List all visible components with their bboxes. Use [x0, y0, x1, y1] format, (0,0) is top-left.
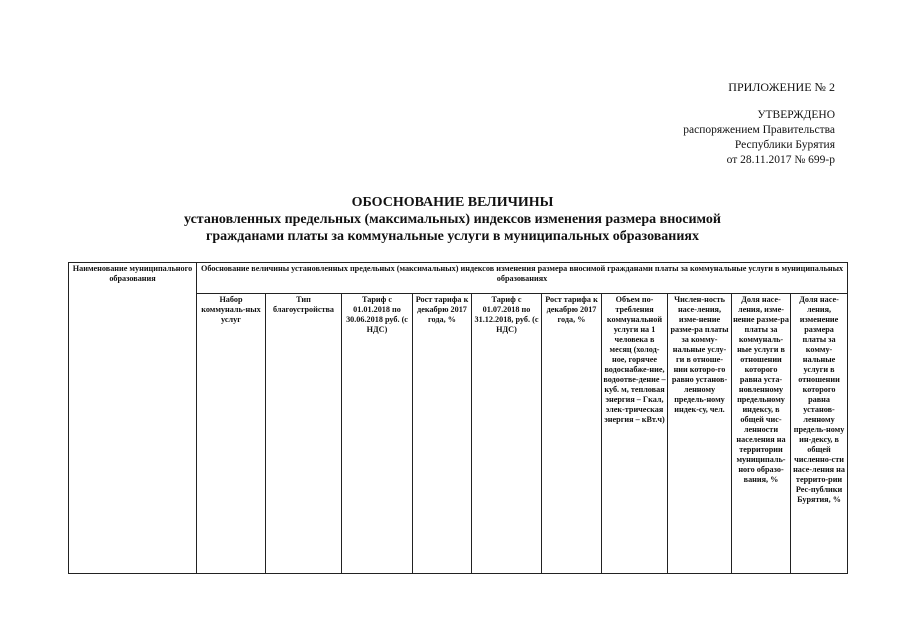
approval-line: от 28.11.2017 № 699-р [726, 154, 835, 166]
approval-block [683, 108, 835, 168]
column-header: Тип благоустройства [266, 294, 342, 574]
title-line: ОБОСНОВАНИЕ ВЕЛИЧИНЫ [351, 195, 554, 210]
column-header: Тариф с 01.07.2018 по 31.12.2018, руб. (с НДС) [472, 294, 542, 574]
column-header: Числен-ность насе-ления, изме-нение разме-ра платы за комму-нальные услу-ги в отноше-нии которо-го равно установ-ленному предель-ному индек-су, чел. [668, 294, 732, 574]
municipality-header: Наименование муниципального образования [69, 263, 197, 574]
column-header: Рост тарифа к декабрю 2017 года, % [542, 294, 602, 574]
title-line: гражданами платы за коммунальные услуги в муниципальных образованиях [205, 229, 699, 244]
document-title [0, 194, 905, 245]
approval-line: распоряжением Правительства [683, 124, 835, 136]
column-header: Доля насе-ления, изменение размера платы за комму-нальные услуги в отношении которого равна установ-ленному предель-ному ин-дексу, в общей численно-сти насе-ления на террито-рии Рес-публики Бурятия, % [791, 294, 848, 574]
title-line: установленных предельных (максимальных) индексов изменения размера вносимой [184, 212, 721, 227]
approval-line: УТВЕРЖДЕНО [757, 109, 835, 121]
column-header: Тариф с 01.01.2018 по 30.06.2018 руб. (с НДС) [342, 294, 413, 574]
appendix-label: ПРИЛОЖЕНИЕ № 2 [728, 80, 835, 94]
justification-table [68, 262, 848, 574]
column-header: Набор коммуналь-ных услуг [197, 294, 266, 574]
justification-header: Обоснование величины установленных предельных (максимальных) индексов изменения размера вносимой гражданами платы за коммунальные услуги в муниципальных образованиях [197, 263, 848, 294]
column-header: Доля насе-ления, изме-нение разме-ра платы за коммуналь-ные услуги в отношении которого равна уста-новленному предельному индексу, в общей чис-ленности населения на территории муниципаль-ного образо-вания, % [732, 294, 791, 574]
column-header: Объем по-требления коммунальной услуги на 1 человека в месяц (холод-ное, горячее водоснабже-ние, водоотве-дение – куб. м, тепловая энергия – Гкал, элек-трическая энергия – кВт.ч) [602, 294, 668, 574]
approval-line: Республики Бурятия [734, 139, 835, 151]
column-header: Рост тарифа к декабрю 2017 года, % [413, 294, 472, 574]
